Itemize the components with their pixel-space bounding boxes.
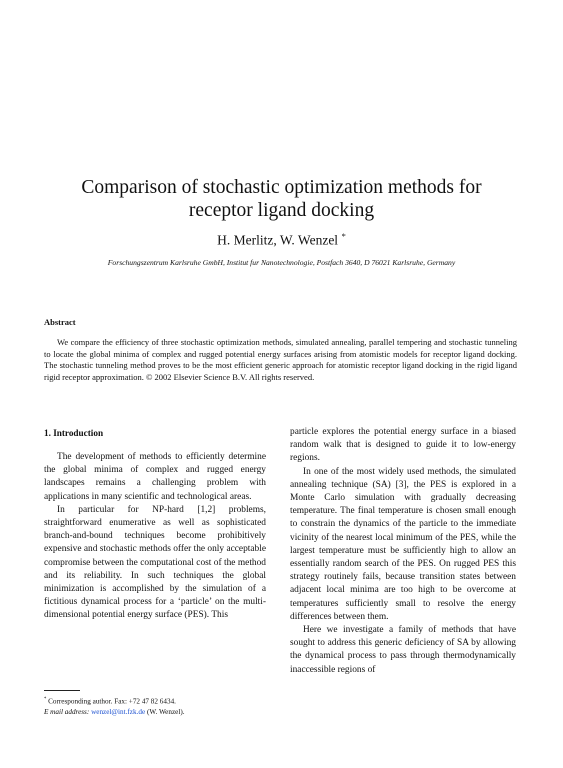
email-label: E mail address: [44,708,90,717]
paragraph: The development of methods to efficiently determine the global minima of complex and rugged energy landscapes remains a challenging problem with applications in many scientific and technological areas. [44,452,266,502]
left-column [44,451,266,623]
right-column [290,426,516,677]
paragraph: In particular for NP-hard [1,2] problems, straightforward enumerative as well as sophisticated branch-and-bound techniques become prohibitively expensive and stochastic methods offer the only acceptable compromise between the computational cost of the method and its reliability. In such techniques the global minimization is accomplished by the simulation of a fictitious dynamical process for a ‘particle’ on the multi-dimensional potential energy surface (PES). This [44,504,266,621]
footnote [44,694,304,718]
paragraph: particle explores the potential energy surface in a biased random walk that is designed to guide it to low-energy regions. [290,427,516,464]
title-line-2: receptor ligand docking [188,200,375,221]
title-line-1: Comparison of stochastic optimization methods for [81,177,482,198]
footnote-line-2 [44,707,304,718]
author-footnote-mark[interactable]: * [341,231,346,241]
paragraph: Here we investigate a family of methods that have sought to address this generic deficiency of SA by allowing the dynamical process to pass through thermodynamically inaccessible regions of [290,625,516,675]
email-link[interactable]: wenzel@int.fzk.de [91,708,146,717]
footnote-corresponding: Corresponding author. Fax: +72 47 82 6434. [48,697,176,706]
abstract-heading: Abstract [44,317,76,327]
paragraph: In one of the most widely used methods, the simulated annealing technique (SA) [3], the PES is explored in a Monte Carlo simulation with gradually decreasing temperature. The final temperature is chosen small enough to constrain the dynamics of the particle to the immediate vicinity of the nearest local minimum of the PES, while the largest temperature must be sufficiently high to allow an essentially random search of the PES. On rugged PES this strategy routinely fails, because transition states between adjacent local minima are too high to be overcome at temperatures sufficiently small to resolve the energy differences between them. [290,466,516,622]
footnote-mark: * [44,697,47,702]
abstract-text: We compare the efficiency of three stochastic optimization methods, simulated annealing, parallel tempering and stochastic tunneling to locate the global minima of complex and rugged potential energy surfaces arising from atomistic models for receptor ligand docking. The stochastic tunneling method proves to be the most efficient generic approach for atomistic receptor ligand docking in the rigid ligand rigid receptor approximation. © 2002 Elsevier Science B.V. All rights reserved. [44,337,517,382]
authors-names: H. Merlitz, W. Wenzel [217,232,339,248]
footnote-divider [44,690,80,691]
section-heading: 1. Introduction [44,428,104,438]
author-list [40,231,523,249]
paper-title [40,176,523,222]
affiliation: Forschungszentrum Karlsruhe GmbH, Institut fur Nanotechnologie, Postfach 3640, D 76021 Karlsruhe, Germany [107,258,456,267]
footnote-line-1 [44,694,304,707]
email-suffix: (W. Wenzel). [146,708,185,717]
